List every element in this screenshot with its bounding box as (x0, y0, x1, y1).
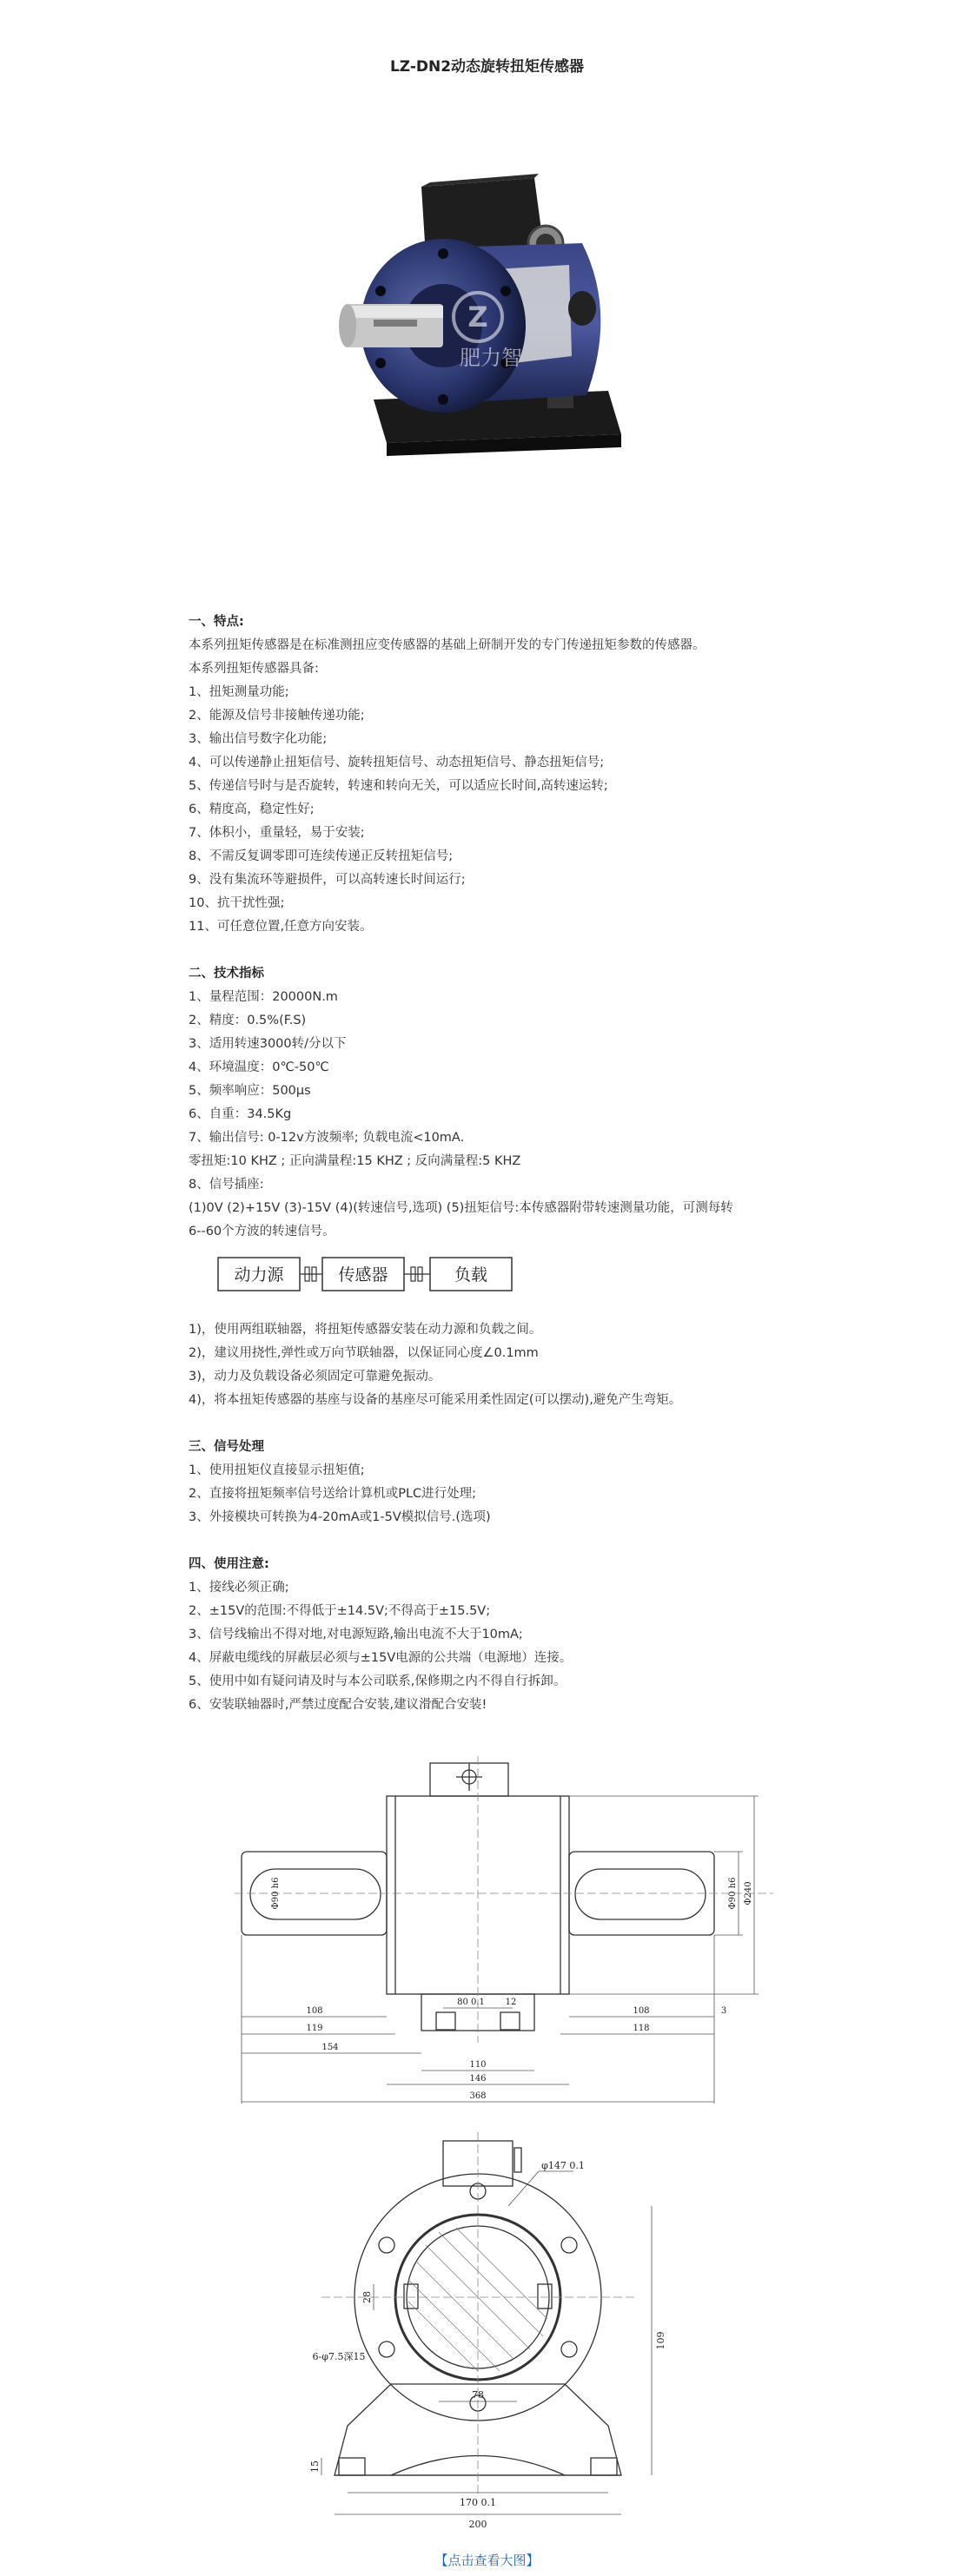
text-line: 1、量程范围：20000N.m (189, 990, 338, 1004)
text-line: 5、使用中如有疑问请及时与本公司联系,保修期之内不得自行拆卸。 (189, 1674, 567, 1688)
dim-label: Φ240 (744, 1881, 753, 1906)
dim-label: 368 (469, 2091, 487, 2101)
text-line: 本系列扭矩传感器具备: (189, 662, 319, 676)
dim-label: 118 (633, 2024, 650, 2033)
section-title: 三、信号处理 (189, 1440, 264, 1454)
text-line: 本系列扭矩传感器是在标准测扭应变传感器的基础上研制开发的专门传递扭矩参数的传感器。 (189, 638, 706, 652)
dim-label: 110 (469, 2060, 487, 2070)
text-line: 7、体积小，重量轻，易于安装; (189, 826, 365, 840)
text-line: 7、输出信号: 0-12v方波频率; 负载电流<10mA. (189, 1131, 465, 1145)
signal-processing-list (189, 1459, 814, 1529)
dim-label: 108 (633, 2006, 650, 2016)
dim-label: Φ90 h6 (271, 1877, 281, 1910)
text-line: 6--60个方波的转速信号。 (189, 1225, 335, 1238)
section-title: 二、技术指标 (189, 967, 264, 981)
dim-label: 200 (468, 2519, 487, 2530)
text-line: 6、自重：34.5Kg (189, 1107, 292, 1121)
dim-label: 3 (720, 2006, 727, 2016)
view-large-image-link[interactable]: 【点击查看大图】 (434, 2553, 540, 2568)
text-line: 3、适用转速3000转/分以下 (189, 1037, 347, 1051)
dim-label: 119 (306, 2024, 323, 2033)
dim-label: 28 (361, 2291, 373, 2303)
dim-label: Φ90 h6 (728, 1877, 738, 1910)
front-view-drawing (287, 2132, 695, 2540)
dim-label: 108 (306, 2006, 323, 2016)
dim-label: 12 (505, 1998, 517, 2007)
main-content (189, 611, 814, 1717)
text-line: 2、直接将扭矩频率信号送给计算机或PLC进行处理; (189, 1487, 477, 1501)
flow-box-label: 负载 (454, 1265, 488, 1285)
text-line: 3、输出信号数字化功能; (189, 732, 328, 746)
text-line: 1、接线必须正确; (189, 1581, 289, 1595)
text-line: 6、安装联轴器时,严禁过度配合安装,建议滑配合安装! (189, 1698, 487, 1712)
text-line: 5、频率响应：500μs (189, 1084, 311, 1098)
installation-flow-diagram (213, 1252, 526, 1298)
text-line: 1、扭矩测量功能; (189, 685, 289, 699)
specs-list (189, 986, 814, 1244)
section-title: 四、使用注意: (189, 1557, 269, 1571)
text-line: 2)，建议用挠性,弹性或万向节联轴器，以保证同心度∠0.1mm (189, 1346, 539, 1360)
text-line: 9、没有集流环等避损件，可以高转速长时间运行; (189, 873, 466, 887)
text-line: 8、信号插座: (189, 1178, 264, 1192)
dim-label: 154 (321, 2043, 339, 2052)
text-line: 3、信号线输出不得对地,对电源短路,输出电流不大于10mA; (189, 1628, 523, 1641)
text-line: 10、抗干扰性强; (189, 896, 285, 910)
features-list (189, 634, 814, 939)
dim-label: 6-φ7.5深15 (312, 2351, 366, 2362)
text-line: 6、精度高，稳定性好; (189, 803, 315, 816)
text-line: (1)0V (2)+15V (3)-15V (4)(转速信号,选项) (5)扭矩信号:本传感器附带转速测量功能，可测每转 (189, 1201, 733, 1215)
text-line: 3)，动力及负载设备必须固定可靠避免振动。 (189, 1370, 441, 1384)
text-line: 8、不需反复调零即可连续传递正反转扭矩信号; (189, 849, 454, 863)
text-line: 4、可以传递静止扭矩信号、旋转扭矩信号、动态扭矩信号、静态扭矩信号; (189, 756, 605, 769)
text-line: 1)，使用两组联轴器，将扭矩传感器安装在动力源和负载之间。 (189, 1323, 542, 1337)
text-line: 11、可任意位置,任意方向安装。 (189, 920, 373, 934)
section-title: 一、特点: (189, 615, 244, 629)
dim-label: 146 (469, 2074, 487, 2084)
text-line: 2、±15V的范围:不得低于±14.5V;不得高于±15.5V; (189, 1604, 491, 1618)
product-photo (321, 148, 669, 495)
text-line: 3、外接模块可转换为4-20mA或1-5V模拟信号.(选项) (189, 1510, 491, 1524)
logo-letter: Z (467, 301, 488, 334)
text-line: 2、能源及信号非接触传递功能; (189, 709, 365, 723)
usage-notes-list (189, 1576, 814, 1717)
flow-box-label: 动力源 (234, 1265, 284, 1285)
text-line: 零扭矩:10 KHZ ; 正向满量程:15 KHZ ; 反向满量程:5 KHZ (189, 1154, 521, 1168)
dim-label: 78 (472, 2389, 484, 2401)
text-line: 4、环境温度：0℃-50℃ (189, 1060, 329, 1074)
dim-label: 15 (309, 2460, 321, 2473)
dim-label: φ147 0.1 (541, 2160, 585, 2171)
dim-label: 80 0.1 (457, 1998, 485, 2007)
page-title: LZ-DN2动态旋转扭矩传感器 (389, 58, 585, 76)
text-line: 1、使用扭矩仪直接显示扭矩值; (189, 1463, 365, 1477)
text-line: 4、屏蔽电缆线的屏蔽层必须与±15V电源的公共端（电源地）连接。 (189, 1651, 573, 1665)
text-line: 2、精度：0.5%(F.S) (189, 1014, 307, 1027)
install-notes (189, 1318, 814, 1412)
flow-box-label: 传感器 (338, 1265, 388, 1285)
text-line: 4)，将本扭矩传感器的基座与设备的基座尽可能采用柔性固定(可以摆动),避免产生弯矩。 (189, 1393, 682, 1407)
side-view-drawing (235, 1756, 773, 2112)
logo-text: 肥力智 (460, 346, 522, 370)
dim-label: 170 0.1 (460, 2497, 496, 2508)
text-line: 5、传递信号时与是否旋转，转速和转向无关，可以适应长时间,高转速运转; (189, 779, 608, 793)
dim-label: 109 (655, 2331, 666, 2350)
